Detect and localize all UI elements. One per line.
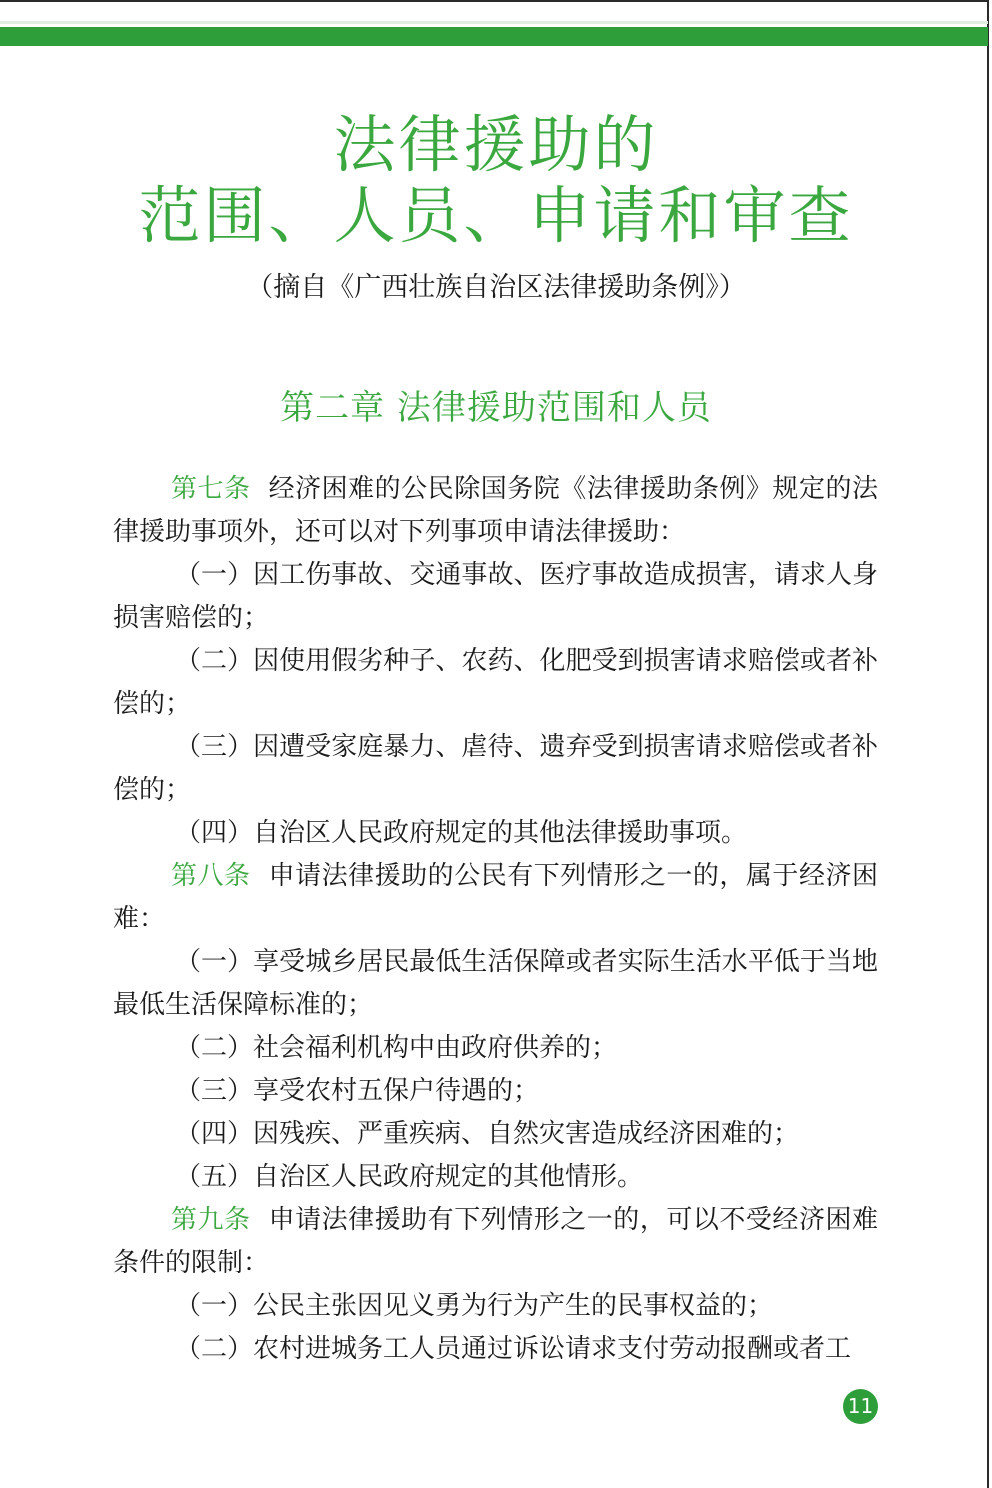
article-text: 申请法律援助有下列情形之一的，可以不受经济困难条件的限制： — [113, 1205, 878, 1278]
article-text: 申请法律援助的公民有下列情形之一的，属于经济困难： — [113, 861, 878, 934]
header-green-band — [0, 27, 988, 46]
article-item: （四）自治区人民政府规定的其他法律援助事项。 — [175, 818, 748, 848]
article-item: （二）因使用假劣种子、农药、化肥受到损害请求赔偿或者补偿的； — [113, 646, 878, 719]
top-border-line — [0, 0, 988, 2]
article-item: （一）公民主张因见义勇为行为产生的民事权益的； — [175, 1291, 774, 1321]
article-paragraph — [113, 1199, 878, 1285]
article-item: （一）因工伤事故、交通事故、医疗事故造成损害，请求人身损害赔偿的； — [113, 560, 878, 633]
article-item: （二）社会福利机构中由政府供养的； — [175, 1033, 618, 1063]
article-item: （五）自治区人民政府规定的其他情形。 — [175, 1162, 644, 1192]
article-body — [113, 468, 878, 1371]
chapter-title: 第二章 法律援助范围和人员 — [280, 388, 712, 428]
header-thin-band — [0, 21, 988, 24]
article-text: 经济困难的公民除国务院《法律援助条例》规定的法律援助事项外，还可以对下列事项申请法律援助： — [113, 474, 878, 547]
article-item: （二）农村进城务工人员通过诉讼请求支付劳动报酬或者工 — [175, 1334, 852, 1364]
page-title-line-2: 范围、人员、申请和审查 — [138, 179, 854, 252]
article-item: （四）因残疾、严重疾病、自然灾害造成经济困难的； — [175, 1119, 800, 1149]
article-label: 第七条 — [171, 474, 251, 504]
article-item: （三）因遭受家庭暴力、虐待、遗弃受到损害请求赔偿或者补偿的； — [113, 732, 878, 805]
source-citation: （摘自《广西壮族自治区法律援助条例》） — [246, 272, 746, 303]
page-number-badge: 11 — [843, 1389, 878, 1424]
article-label: 第八条 — [171, 861, 251, 891]
page-title-line-1: 法律援助的 — [333, 108, 659, 181]
article-paragraph — [113, 468, 878, 554]
article-label: 第九条 — [171, 1205, 251, 1235]
article-item: （三）享受农村五保户待遇的； — [175, 1076, 540, 1106]
article-item: （一）享受城乡居民最低生活保障或者实际生活水平低于当地最低生活保障标准的； — [113, 947, 878, 1020]
article-paragraph — [113, 855, 878, 941]
